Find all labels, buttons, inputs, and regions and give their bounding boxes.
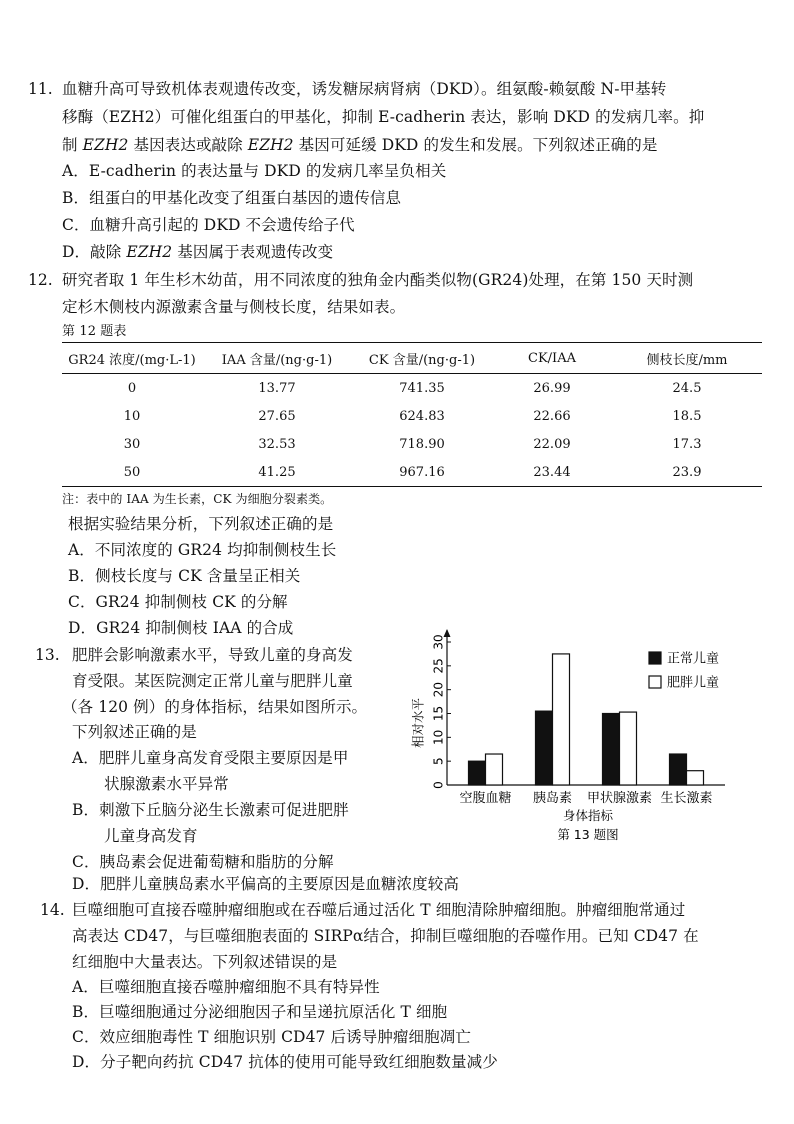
q11-option-d: D．敲除 EZH2 基因属于表观遗传改变 <box>62 243 334 261</box>
table-header-cell: CK/IAA <box>492 343 612 374</box>
table-cell: 23.9 <box>612 458 762 487</box>
chart-bars <box>469 654 704 785</box>
table-cell: 13.77 <box>258 380 296 396</box>
q12-data-table <box>62 342 762 487</box>
q12-option-d: D．GR24 抑制侧枝 IAA 的合成 <box>68 619 294 637</box>
q11-stem-line2: 移酶（EZH2）可催化组蛋白的甲基化，抑制 E-cadherin 表达，影响 DKD 的发病几率。抑 <box>62 108 705 126</box>
y-tick-label: 30 <box>431 634 446 650</box>
q11-stem-line3: 制 EZH2 基因表达或敲除 EZH2 基因可延缓 DKD 的发生和发展。下列叙述正确的是 <box>62 136 658 154</box>
bar-normal <box>670 754 687 785</box>
table-header-row <box>62 343 762 374</box>
q12-stem-line2: 定杉木侧枝内源激素含量与侧枝长度，结果如表。 <box>62 298 406 316</box>
q13-option-b-line1: B．刺激下丘脑分泌生长激素可促进肥胖 <box>72 801 349 819</box>
table-cell: 10 <box>123 408 141 424</box>
q14-option-b: B．巨噬细胞通过分泌细胞因子和呈递抗原活化 T 细胞 <box>72 1003 448 1021</box>
q13-stem-line2: 育受限。某医院测定正常儿童与肥胖儿童 <box>72 672 353 690</box>
legend-label: 肥胖儿童 <box>667 675 720 691</box>
bar-normal <box>603 714 620 786</box>
x-tick-label: 甲状腺激素 <box>586 791 653 806</box>
table-cell: 30 <box>123 436 141 452</box>
q12-stem-line1: 研究者取 1 年生杉木幼苗，用不同浓度的独角金内酯类似物(GR24)处理，在第 150 天时测 <box>62 271 694 289</box>
table-cell: 32.53 <box>258 436 296 452</box>
y-tick-label: 10 <box>431 729 446 745</box>
q11-option-b: B．组蛋白的甲基化改变了组蛋白基因的遗传信息 <box>62 189 402 207</box>
q13-option-b-line2: 儿童身高发育 <box>104 827 198 845</box>
table-cell: 27.65 <box>258 408 296 424</box>
table-header-cell: CK 含量/(ng·g-1) <box>352 343 492 374</box>
table-cell: 24.5 <box>672 380 702 396</box>
q11-option-c: C．血糖升高引起的 DKD 不会遗传给子代 <box>62 216 355 234</box>
table-row <box>62 374 762 403</box>
y-tick-label: 25 <box>431 658 446 674</box>
q13-option-a-line1: A．肥胖儿童身高发育受限主要原因是甲 <box>72 749 349 767</box>
q13-stem-line4: 下列叙述正确的是 <box>72 723 197 741</box>
q13-option-a-line2: 状腺激素水平异常 <box>104 775 229 793</box>
table-header-cell: GR24 浓度/(mg·L-1) <box>62 343 202 374</box>
x-tick-label: 胰岛素 <box>532 791 573 806</box>
table-cell: 967.16 <box>352 458 492 487</box>
y-tick-label: 5 <box>431 757 446 765</box>
table-header-cell: IAA 含量/(ng·g-1) <box>202 343 352 374</box>
q14-number: 14. <box>40 901 65 919</box>
bar-obese <box>486 754 503 785</box>
q11-stem-line1: 血糖升高可导致机体表观遗传改变，诱发糖尿病肾病（DKD）。组氨酸-赖氨酸 N-甲基转 <box>62 80 667 98</box>
q13-stem-line3: （各 120 例）的身体指标，结果如图所示。 <box>62 698 368 716</box>
q14-option-d: D．分子靶向药抗 CD47 抗体的使用可能导致红细胞数量减少 <box>72 1053 498 1071</box>
table-cell: 41.25 <box>202 458 352 487</box>
q14-option-c: C．效应细胞毒性 T 细胞识别 CD47 后诱导肿瘤细胞凋亡 <box>72 1028 471 1046</box>
x-tick-label: 空腹血糖 <box>459 791 512 806</box>
q12-number: 12. <box>28 271 53 289</box>
table-cell: 50 <box>62 458 202 487</box>
table-row <box>62 430 762 458</box>
y-axis-label: 相对水平 <box>410 697 426 749</box>
q13-option-d: D．肥胖儿童胰岛素水平偏高的主要原因是血糖浓度较高 <box>72 875 459 893</box>
bar-normal <box>469 761 486 785</box>
q13-option-c: C．胰岛素会促进葡萄糖和脂肪的分解 <box>72 853 334 871</box>
bar-obese <box>687 771 704 785</box>
q13-bar-chart <box>395 628 740 858</box>
q12-question: 根据实验结果分析，下列叙述正确的是 <box>68 515 334 533</box>
table-cell: 718.90 <box>399 436 445 452</box>
x-tick-label: 生长激素 <box>660 791 713 806</box>
table-cell: 23.44 <box>492 458 612 487</box>
table-cell: 22.66 <box>533 408 571 424</box>
table-cell: 741.35 <box>399 380 445 396</box>
table-row <box>62 402 762 430</box>
table-row <box>62 458 762 487</box>
q11-option-a: A．E-cadherin 的表达量与 DKD 的发病几率呈负相关 <box>62 162 447 180</box>
y-tick-label: 20 <box>431 682 446 698</box>
q12-option-a: A．不同浓度的 GR24 均抑制侧枝生长 <box>68 541 337 559</box>
y-tick-label: 0 <box>431 781 446 789</box>
q14-stem-line1: 巨噬细胞可直接吞噬肿瘤细胞或在吞噬后通过活化 T 细胞清除肿瘤细胞。肿瘤细胞常通过 <box>72 901 686 919</box>
q12-table-title: 第 12 题表 <box>62 324 127 339</box>
bar-normal <box>536 711 553 785</box>
q12-option-b: B．侧枝长度与 CK 含量呈正相关 <box>68 567 301 585</box>
q12-option-c: C．GR24 抑制侧枝 CK 的分解 <box>68 593 288 611</box>
bar-obese <box>620 712 637 785</box>
legend-label: 正常儿童 <box>667 651 720 667</box>
chart-legend <box>649 651 719 691</box>
q12-table-note: 注：表中的 IAA 为生长素，CK 为细胞分裂素类。 <box>62 492 333 506</box>
table-cell: 22.09 <box>533 436 571 452</box>
table-cell: 26.99 <box>533 380 571 396</box>
legend-swatch <box>649 676 661 688</box>
q13-stem-line1: 肥胖会影响激素水平，导致儿童的身高发 <box>72 646 353 664</box>
y-tick-label: 15 <box>431 705 446 722</box>
table-cell: 624.83 <box>399 408 445 424</box>
figure-caption: 第 13 题图 <box>557 827 619 842</box>
table-cell: 0 <box>127 380 137 396</box>
table-cell: 17.3 <box>672 436 702 452</box>
q14-stem-line3: 红细胞中大量表达。下列叙述错误的是 <box>72 953 338 971</box>
table-cell: 18.5 <box>672 408 702 424</box>
x-axis-label: 身体指标 <box>562 808 614 823</box>
bar-obese <box>553 654 570 785</box>
table-header-cell: 侧枝长度/mm <box>612 343 762 374</box>
q13-number: 13. <box>35 646 60 664</box>
q14-stem-line2: 高表达 CD47，与巨噬细胞表面的 SIRPα结合，抑制巨噬细胞的吞噬作用。已知 CD47 在 <box>72 927 699 945</box>
q11-number: 11. <box>28 80 53 98</box>
legend-swatch <box>649 652 661 664</box>
q14-option-a: A．巨噬细胞直接吞噬肿瘤细胞不具有特异性 <box>72 978 380 996</box>
